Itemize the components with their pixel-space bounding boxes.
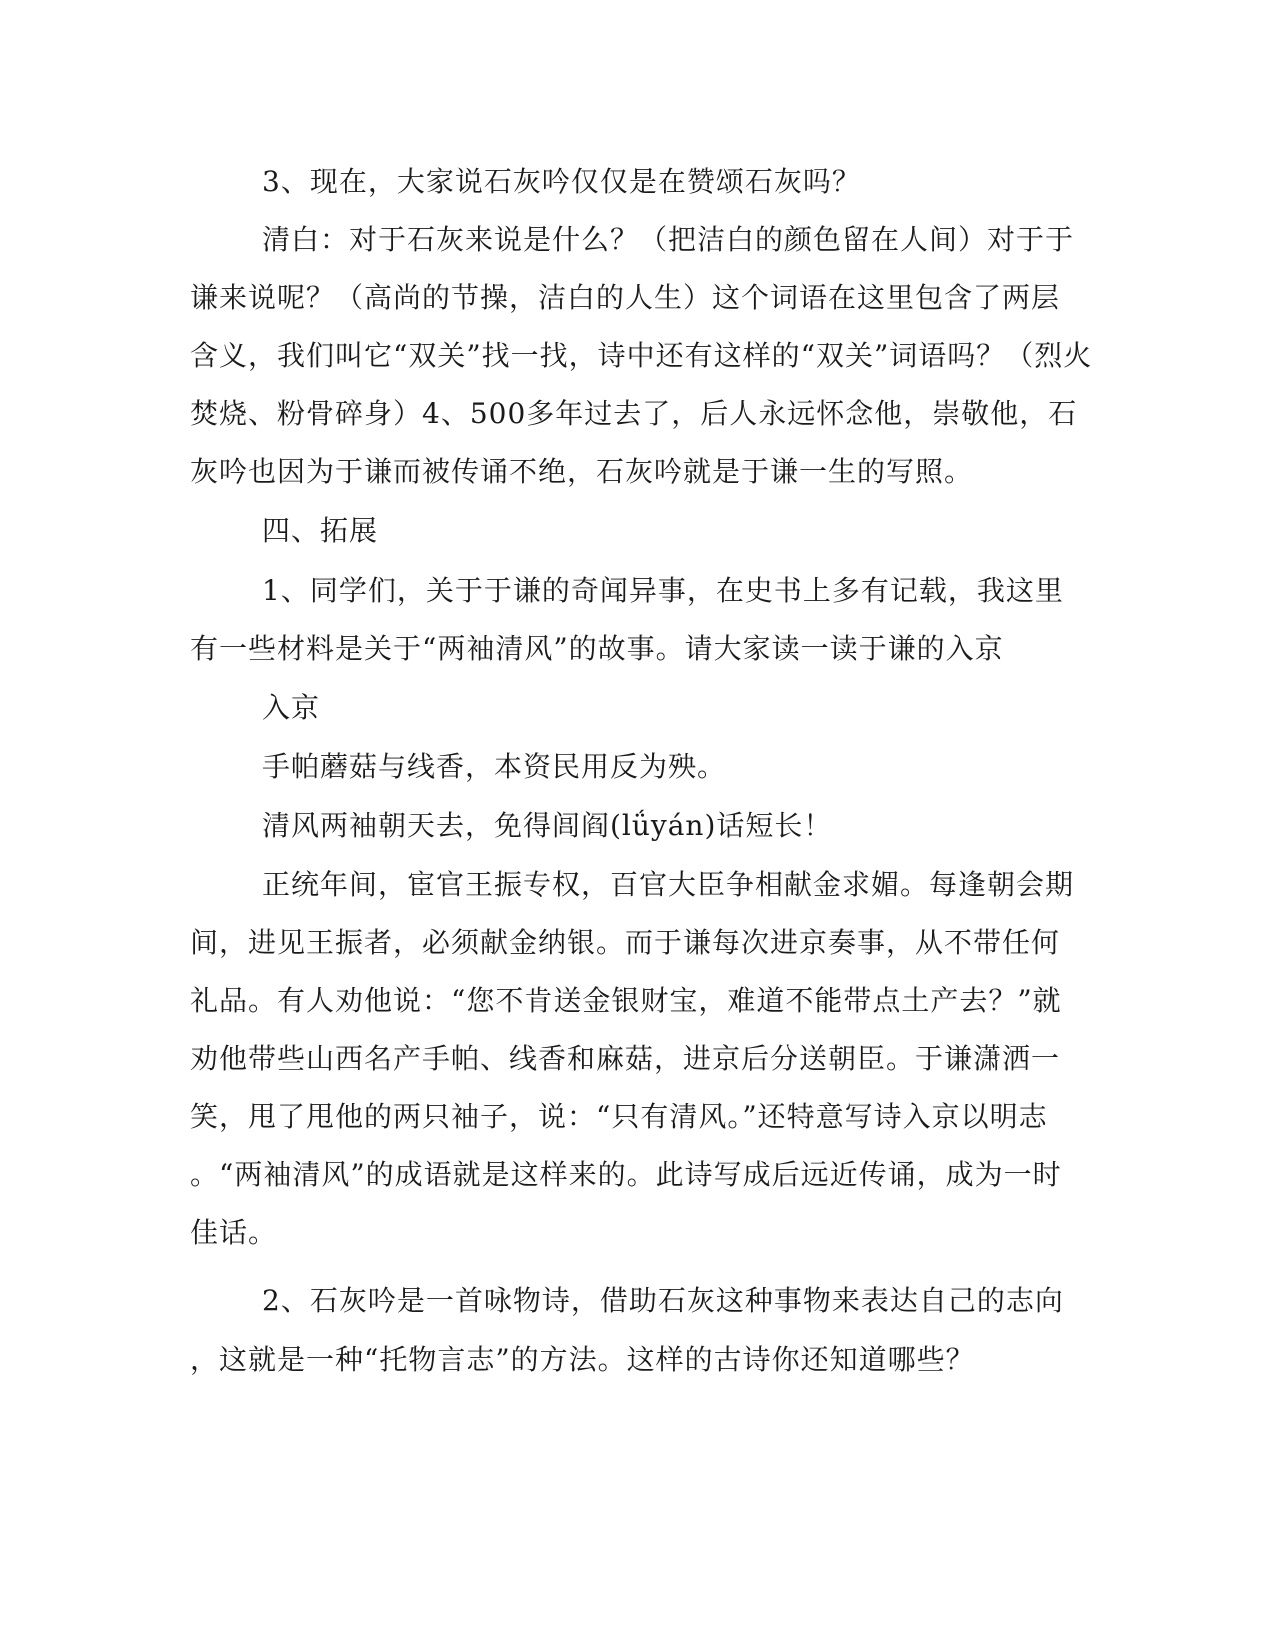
text-line: 灰吟也因为于谦而被传诵不绝，石灰吟就是于谦一生的写照。 bbox=[190, 455, 974, 488]
text-line: 焚烧、粉骨碎身）4、500多年过去了，后人永远怀念他，崇敬他，石 bbox=[190, 397, 1078, 430]
text-line: 有一些材料是关于“两袖清风”的故事。请大家读一读于谦的入京 bbox=[190, 632, 1004, 665]
text-line: 佳话。 bbox=[190, 1216, 278, 1249]
text-line: 劝他带些山西名产手帕、线香和麻菇，进京后分送朝臣。于谦潇洒一 bbox=[190, 1042, 1061, 1075]
text-line: 谦来说呢？（高尚的节操，洁白的人生）这个词语在这里包含了两层 bbox=[190, 281, 1061, 314]
text-line: 笑，甩了甩他的两只袖子，说：“只有清风。”还特意写诗入京以明志 bbox=[190, 1100, 1048, 1133]
text-line: 1、同学们，关于于谦的奇闻异事，在史书上多有记载，我这里 bbox=[262, 574, 1064, 607]
text-line: 正统年间，宦官王振专权，百官大臣争相献金求媚。每逢朝会期 bbox=[262, 868, 1075, 901]
text-line: 。“两袖清风”的成语就是这样来的。此诗写成后远近传诵，成为一时 bbox=[190, 1158, 1062, 1191]
poem-title: 入京 bbox=[262, 691, 321, 724]
text-line: ，这就是一种“托物言志”的方法。这样的古诗你还知道哪些？ bbox=[190, 1343, 975, 1376]
text-line: 含义，我们叫它“双关”找一找，诗中还有这样的“双关”词语吗？（烈火 bbox=[190, 339, 1093, 372]
text-line: 2、石灰吟是一首咏物诗，借助石灰这种事物来表达自己的志向 bbox=[262, 1284, 1064, 1317]
text-line: 间，进见王振者，必须献金纳银。而于谦每次进京奏事，从不带任何 bbox=[190, 926, 1061, 959]
section-heading: 四、拓展 bbox=[262, 514, 379, 547]
text-line: 清白：对于石灰来说是什么？（把洁白的颜色留在人间）对于于 bbox=[262, 223, 1075, 256]
text-line: 3、现在，大家说石灰吟仅仅是在赞颂石灰吗？ bbox=[262, 165, 861, 198]
text-line: 礼品。有人劝他说：“您不肯送金银财宝，难道不能带点土产去？”就 bbox=[190, 984, 1062, 1017]
poem-line: 手帕蘑菇与线香，本资民用反为殃。 bbox=[262, 750, 727, 783]
poem-line: 清风两袖朝天去，免得闾阎(lǘyán)话短长！ bbox=[262, 809, 833, 842]
